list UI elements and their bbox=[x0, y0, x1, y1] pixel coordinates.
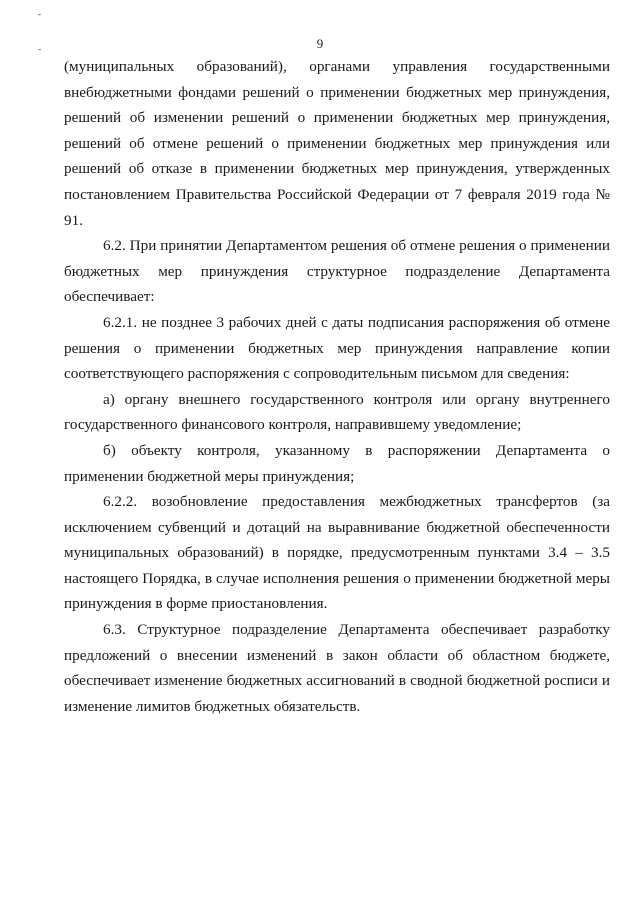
scan-artifact-mark: - bbox=[36, 43, 43, 56]
scan-artifact-mark: - bbox=[36, 8, 43, 21]
document-body bbox=[64, 54, 610, 719]
paragraph-item-a: а) органу внешнего государственного контроля или органу внутреннего государственного финансового контроля, направившему уведомление; bbox=[64, 390, 610, 434]
paragraph-item-b: б) объекту контроля, указанному в распоряжении Департамента о применении бюджетной меры принуждения; bbox=[64, 441, 610, 485]
page-number: 9 bbox=[316, 36, 324, 51]
paragraph-6-2: 6.2. При принятии Департаментом решения об отмене решения о применении бюджетных мер принуждения структурное подразделение Департамента обеспечивает: bbox=[64, 237, 610, 306]
paragraph-6-2-1: 6.2.1. не позднее 3 рабочих дней с даты подписания распоряжения об отмене решения о применении бюджетных мер принуждения направление копии соответствующего распоряжения с сопроводительным письмом для сведения: bbox=[64, 313, 610, 383]
paragraph-6-3: 6.3. Структурное подразделение Департамента обеспечивает разработку предложений о внесении изменений в закон области об областном бюджете, обеспечивает изменение бюджетных ассигнований в сводной бюджетной росписи и изменение лимитов бюджетных обязательств. bbox=[64, 621, 610, 715]
paragraph-6-2-2: 6.2.2. возобновление предоставления межбюджетных трансфертов (за исключением субвенций и дотаций на выравнивание бюджетной обеспеченности муниципальных образований) в порядке, предусмотренным пунктами 3.4 – 3.5 настоящего Порядка, в случае исполнения решения о применении бюджетной меры принуждения в форме приостановления. bbox=[64, 493, 610, 613]
paragraph-continuation: (муниципальных образований), органами управления государственными внебюджетными фондами решений о применении бюджетных мер принуждения, решений об изменении решений о применении бюджетных мер принуждения, решений об отмене решений о применении бюджетных мер принуждения или решений об отказе в применении бюджетных мер принуждения, утвержденных постановлением Правительства Российской Федерации от 7 февраля 2019 года № 91. bbox=[64, 58, 610, 229]
